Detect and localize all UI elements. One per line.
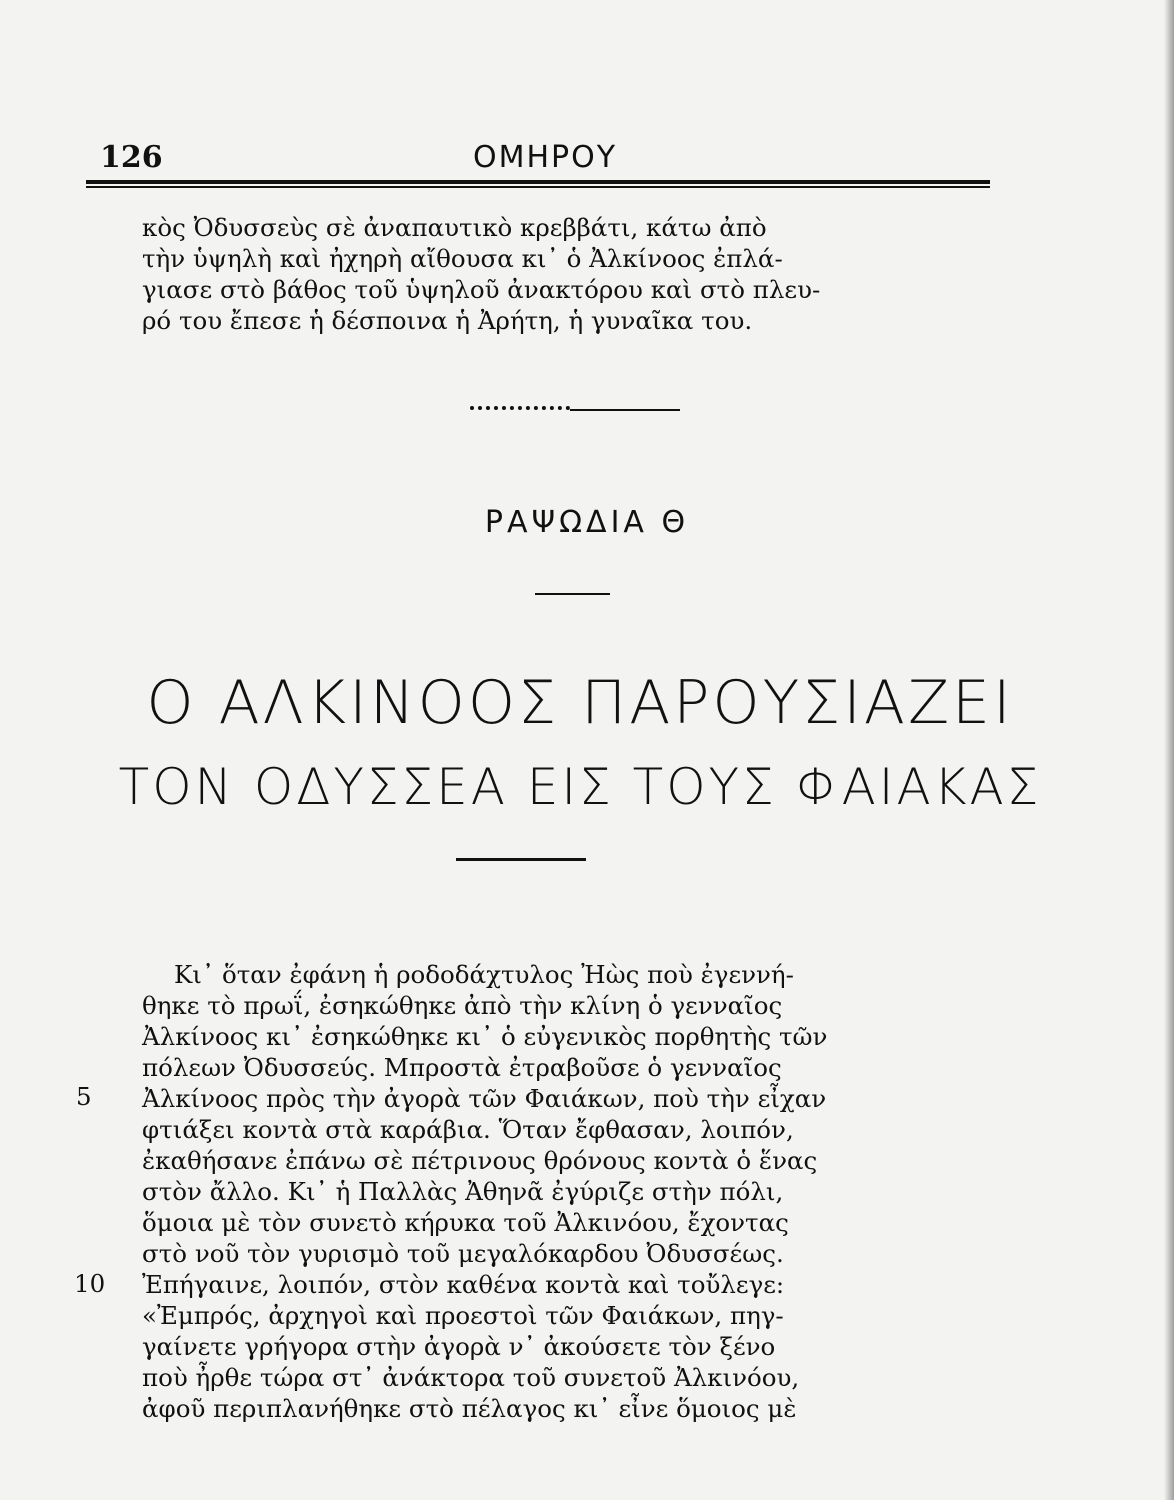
- text-line: ὅμοια μὲ τὸν συνετὸ κήρυκα τοῦ Ἀλκινόου, ἔχοντας: [142, 1208, 789, 1237]
- text-line: Ἀλκίνοος πρὸς τὴν ἀγορὰ τῶν Φαιάκων, ποὺ τὴν εἶχαν: [142, 1084, 827, 1113]
- text-line: φτιάξει κοντὰ στὰ καράβια. Ὅταν ἔφθασαν, λοιπόν,: [142, 1115, 794, 1144]
- text-line: «Ἐμπρός, ἀρχηγοὶ καὶ προεστοὶ τῶν Φαιάκων, πηγ-: [142, 1301, 784, 1330]
- text-line: Κι᾽ ὅταν ἐφάνη ἡ ροδοδάχτυλος Ἠὼς ποὺ ἐγεννή-: [174, 960, 794, 989]
- text-line: κὸς Ὀδυσσεὺς σὲ ἀναπαυτικὸ κρεββάτι, κάτω ἀπὸ: [142, 213, 767, 242]
- page-edge-shadow: [1164, 0, 1174, 1500]
- text-line: στὸν ἄλλο. Κι᾽ ἡ Παλλὰς Ἀθηνᾶ ἐγύριζε στὴν πόλι,: [142, 1177, 784, 1206]
- chapter-title-line-1: Ο ΑΛΚΙΝΟΟΣ ΠΑΡΟΥΣΙΑΖΕΙ: [146, 668, 1014, 738]
- text-line: τὴν ὑψηλὴ καὶ ἠχηρὴ αἴθουσα κι᾽ ὁ Ἀλκίνοος ἐπλά-: [142, 244, 783, 273]
- carry-over-paragraph: [142, 212, 977, 336]
- chapter-title-line-2: ΤΟΝ ΟΔΥΣΣΕΑ ΕΙΣ ΤΟΥΣ ΦΑΙΑΚΑΣ: [118, 758, 1042, 816]
- title-rule: [456, 858, 586, 861]
- section-divider: [420, 400, 690, 420]
- running-title: ΟΜΗΡΟΥ: [472, 140, 618, 175]
- main-paragraph: [142, 959, 977, 1424]
- text-line: γαίνετε γρήγορα στὴν ἀγορὰ ν᾽ ἀκούσετε τὸν ξένο: [142, 1332, 776, 1361]
- text-line: ἐκαθήσανε ἐπάνω σὲ πέτρινους θρόνους κοντὰ ὁ ἕνας: [142, 1146, 818, 1175]
- text-line: Ἐπήγαινε, λοιπόν, στὸν καθένα κοντὰ καὶ τοὔλεγε:: [142, 1270, 785, 1299]
- text-line: ρό του ἔπεσε ἡ δέσποινα ἡ Ἀρήτη, ἡ γυναῖκα του.: [142, 306, 753, 335]
- line-number-10: 10: [74, 1269, 106, 1298]
- text-line: Ἀλκίνοος κι᾽ ἐσηκώθηκε κι᾽ ὁ εὐγενικὸς πορθητὴς τῶν: [142, 1022, 828, 1051]
- text-line: στὸ νοῦ τὸν γυρισμὸ τοῦ μεγαλόκαρδου Ὀδυσσέως.: [142, 1239, 784, 1268]
- page-header: [100, 140, 990, 180]
- text-line: ἀφοῦ περιπλανήθηκε στὸ πέλαγος κι᾽ εἶνε ὅμοιος μὲ: [142, 1394, 797, 1423]
- rhapsody-rule: [535, 593, 610, 595]
- text-line: γιασε στὸ βάθος τοῦ ὑψηλοῦ ἀνακτόρου καὶ στὸ πλευ-: [142, 275, 821, 304]
- header-rule: [86, 180, 990, 188]
- text-line: πόλεων Ὀδυσσεύς. Μπροστὰ ἐτραβοῦσε ὁ γενναῖος: [142, 1053, 782, 1082]
- text-line: θηκε τὸ πρωΐ, ἐσηκώθηκε ἀπὸ τὴν κλίνη ὁ γενναῖος: [142, 991, 783, 1020]
- rhapsody-heading: ΡΑΨΩΔΙΑ Θ: [484, 505, 690, 540]
- line-number-5: 5: [76, 1082, 92, 1111]
- page-number: 126: [100, 140, 163, 175]
- text-line: ποὺ ἦρθε τώρα στ᾽ ἀνάκτορα τοῦ συνετοῦ Ἀλκινόου,: [142, 1363, 800, 1392]
